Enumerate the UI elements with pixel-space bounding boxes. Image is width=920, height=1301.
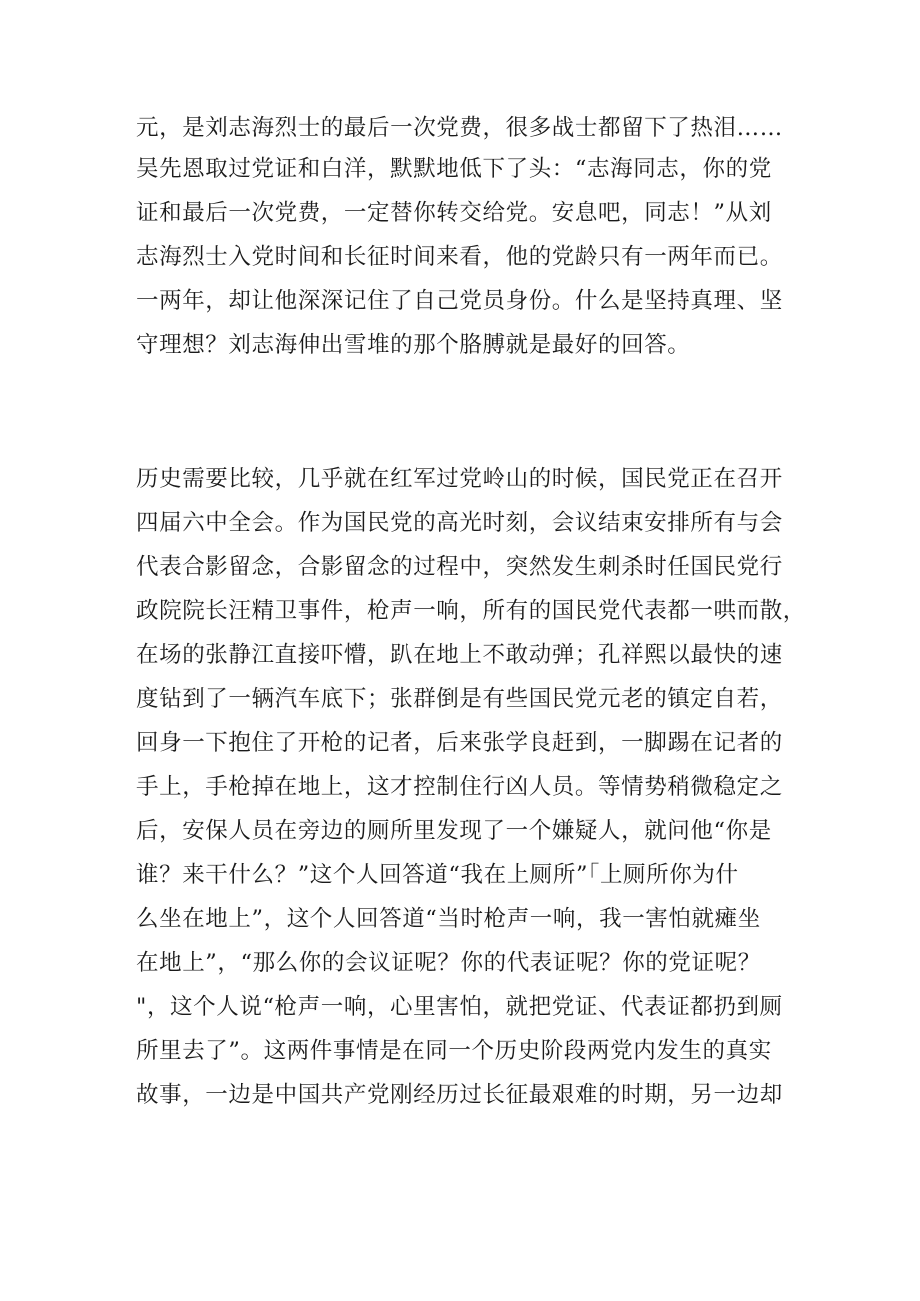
text-line: 证和最后一次党费，一定替你转交给党。安息吧，同志！”从刘 [136, 200, 772, 226]
text-line: 政院院长汪精卫事件，枪声一响，所有的国民党代表都一哄而散， [136, 598, 806, 624]
text-line: 代表合影留念，合影留念的过程中，突然发生刺杀时任国民党行 [136, 554, 783, 580]
text-line: 手上，手枪掉在地上，这才控制住行凶人员。等情势稍微稳定之 [136, 774, 783, 800]
text-line: 所里去了”。这两件事情是在同一个历史阶段两党内发生的真实 [136, 1038, 772, 1064]
text-line: 回身一下抱住了开枪的记者，后来张学良赶到，一脚踢在记者的 [136, 730, 783, 756]
text-line: 故事，一边是中国共产党刚经历过长征最艰难的时期，另一边却 [136, 1082, 783, 1108]
text-line: "，这个人说“枪声一响，心里害怕，就把党证、代表证都扔到厕 [136, 994, 783, 1020]
text-line: 一两年，却让他深深记住了自己党员身份。什么是坚持真理、坚 [136, 288, 783, 314]
text-line: 历史需要比较，几乎就在红军过党岭山的时候，国民党正在召开 [136, 466, 783, 492]
text-line: 后，安保人员在旁边的厕所里发现了一个嫌疑人，就问他“你是 [136, 818, 772, 844]
text-line: 度钻到了一辆汽车底下；张群倒是有些国民党元老的镇定自若， [136, 686, 783, 712]
text-line: 四届六中全会。作为国民党的高光时刻，会议结束安排所有与会 [136, 510, 783, 536]
text-line: 在地上”，“那么你的会议证呢？你的代表证呢？你的党证呢？ [136, 950, 761, 976]
text-line: 志海烈士入党时间和长征时间来看，他的党龄只有一两年而已。 [136, 244, 783, 270]
text-line: 元，是刘志海烈士的最后一次党费，很多战士都留下了热泪…… [136, 115, 783, 141]
text-line: 吴先恩取过党证和白洋，默默地低下了头：“志海同志，你的党 [136, 156, 772, 182]
text-line: 么坐在地上”，这个人回答道“当时枪声一响，我一害怕就瘫坐 [136, 906, 761, 932]
text-line: 守理想？刘志海伸出雪堆的那个胳膊就是最好的回答。 [136, 332, 691, 358]
text-line: 在场的张静江直接吓懵，趴在地上不敢动弹；孔祥熙以最快的速 [136, 642, 783, 668]
text-line: 谁？来干什么？”这个人回答道“我在上厕所”「上厕所你为什 [136, 862, 739, 888]
